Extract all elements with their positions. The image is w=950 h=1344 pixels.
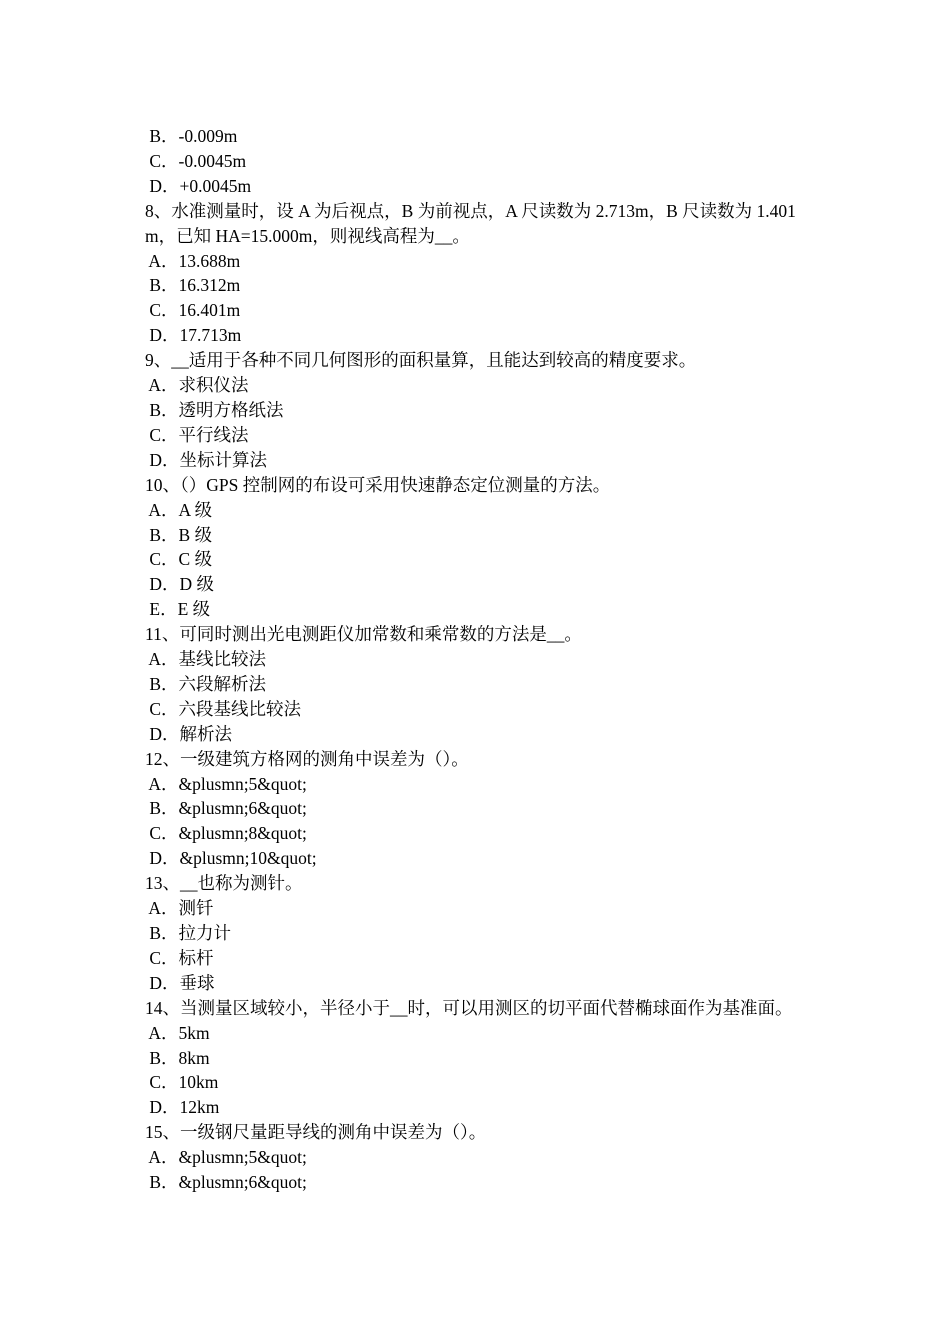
answer-option: A．测钎 (145, 898, 214, 919)
answer-option: E．E 级 (145, 599, 211, 620)
answer-option: C．C 级 (145, 549, 213, 570)
answer-option: D．12km (145, 1097, 220, 1118)
document-page (145, 124, 815, 1195)
answer-option: A．A 级 (145, 499, 213, 520)
answer-option: B．透明方格纸法 (145, 399, 284, 420)
answer-option: D．&plusmn;10&quot; (145, 848, 317, 869)
question-text: 12、一级建筑方格网的测角中误差为（）。 (145, 748, 469, 769)
answer-option: C．六段基线比较法 (145, 698, 302, 719)
answer-option: D．解析法 (145, 723, 233, 744)
answer-option: D．17.713m (145, 325, 242, 346)
answer-option: A．5km (145, 1022, 210, 1043)
answer-option: D．D 级 (145, 574, 215, 595)
answer-option: A．基线比较法 (145, 649, 267, 670)
answer-option: B．-0.009m (145, 126, 238, 146)
question-text: 14、当测量区域较小，半径小于__时，可以用测区的切平面代替椭球面作为基准面。 (145, 997, 793, 1018)
answer-option: C．-0.0045m (145, 150, 247, 171)
answer-option: C．&plusmn;8&quot; (145, 823, 307, 844)
answer-option: C．平行线法 (145, 424, 249, 445)
question-text: 13、__也称为测针。 (145, 873, 303, 894)
question-text: 9、__适用于各种不同几何图形的面积量算，且能达到较高的精度要求。 (145, 350, 697, 371)
question-text: 15、一级钢尺量距导线的测角中误差为（）。 (145, 1122, 487, 1143)
answer-option: C．16.401m (145, 300, 241, 321)
question-text: 11、可同时测出光电测距仪加常数和乘常数的方法是__。 (145, 624, 582, 645)
answer-option: A．求积仪法 (145, 375, 249, 396)
answer-option: B．拉力计 (145, 923, 232, 943)
answer-option: A．&plusmn;5&quot; (145, 1147, 307, 1168)
answer-option: C．标杆 (145, 947, 214, 968)
question-text: 8、水准测量时，设 A 为后视点，B 为前视点，A 尺读数为 2.713m，B 尺读数为 1.401m，已知 HA=15.000m，则视线高程为__。 (145, 200, 796, 246)
answer-option: B．8km (145, 1047, 210, 1068)
answer-option: C．10km (145, 1072, 219, 1093)
answer-option: B．六段解析法 (145, 673, 267, 694)
answer-option: D．+0.0045m (145, 175, 252, 196)
question-text: 10、（）GPS 控制网的布设可采用快速静态定位测量的方法。 (145, 474, 611, 495)
answer-option: B．&plusmn;6&quot; (145, 798, 307, 819)
answer-option: A．13.688m (145, 250, 241, 271)
answer-option: B．B 级 (145, 524, 213, 545)
answer-option: D．坐标计算法 (145, 449, 268, 470)
answer-option: D．垂球 (145, 972, 215, 993)
answer-option: B．16.312m (145, 275, 241, 296)
answer-option: A．&plusmn;5&quot; (145, 773, 307, 794)
answer-option: B．&plusmn;6&quot; (145, 1172, 307, 1193)
